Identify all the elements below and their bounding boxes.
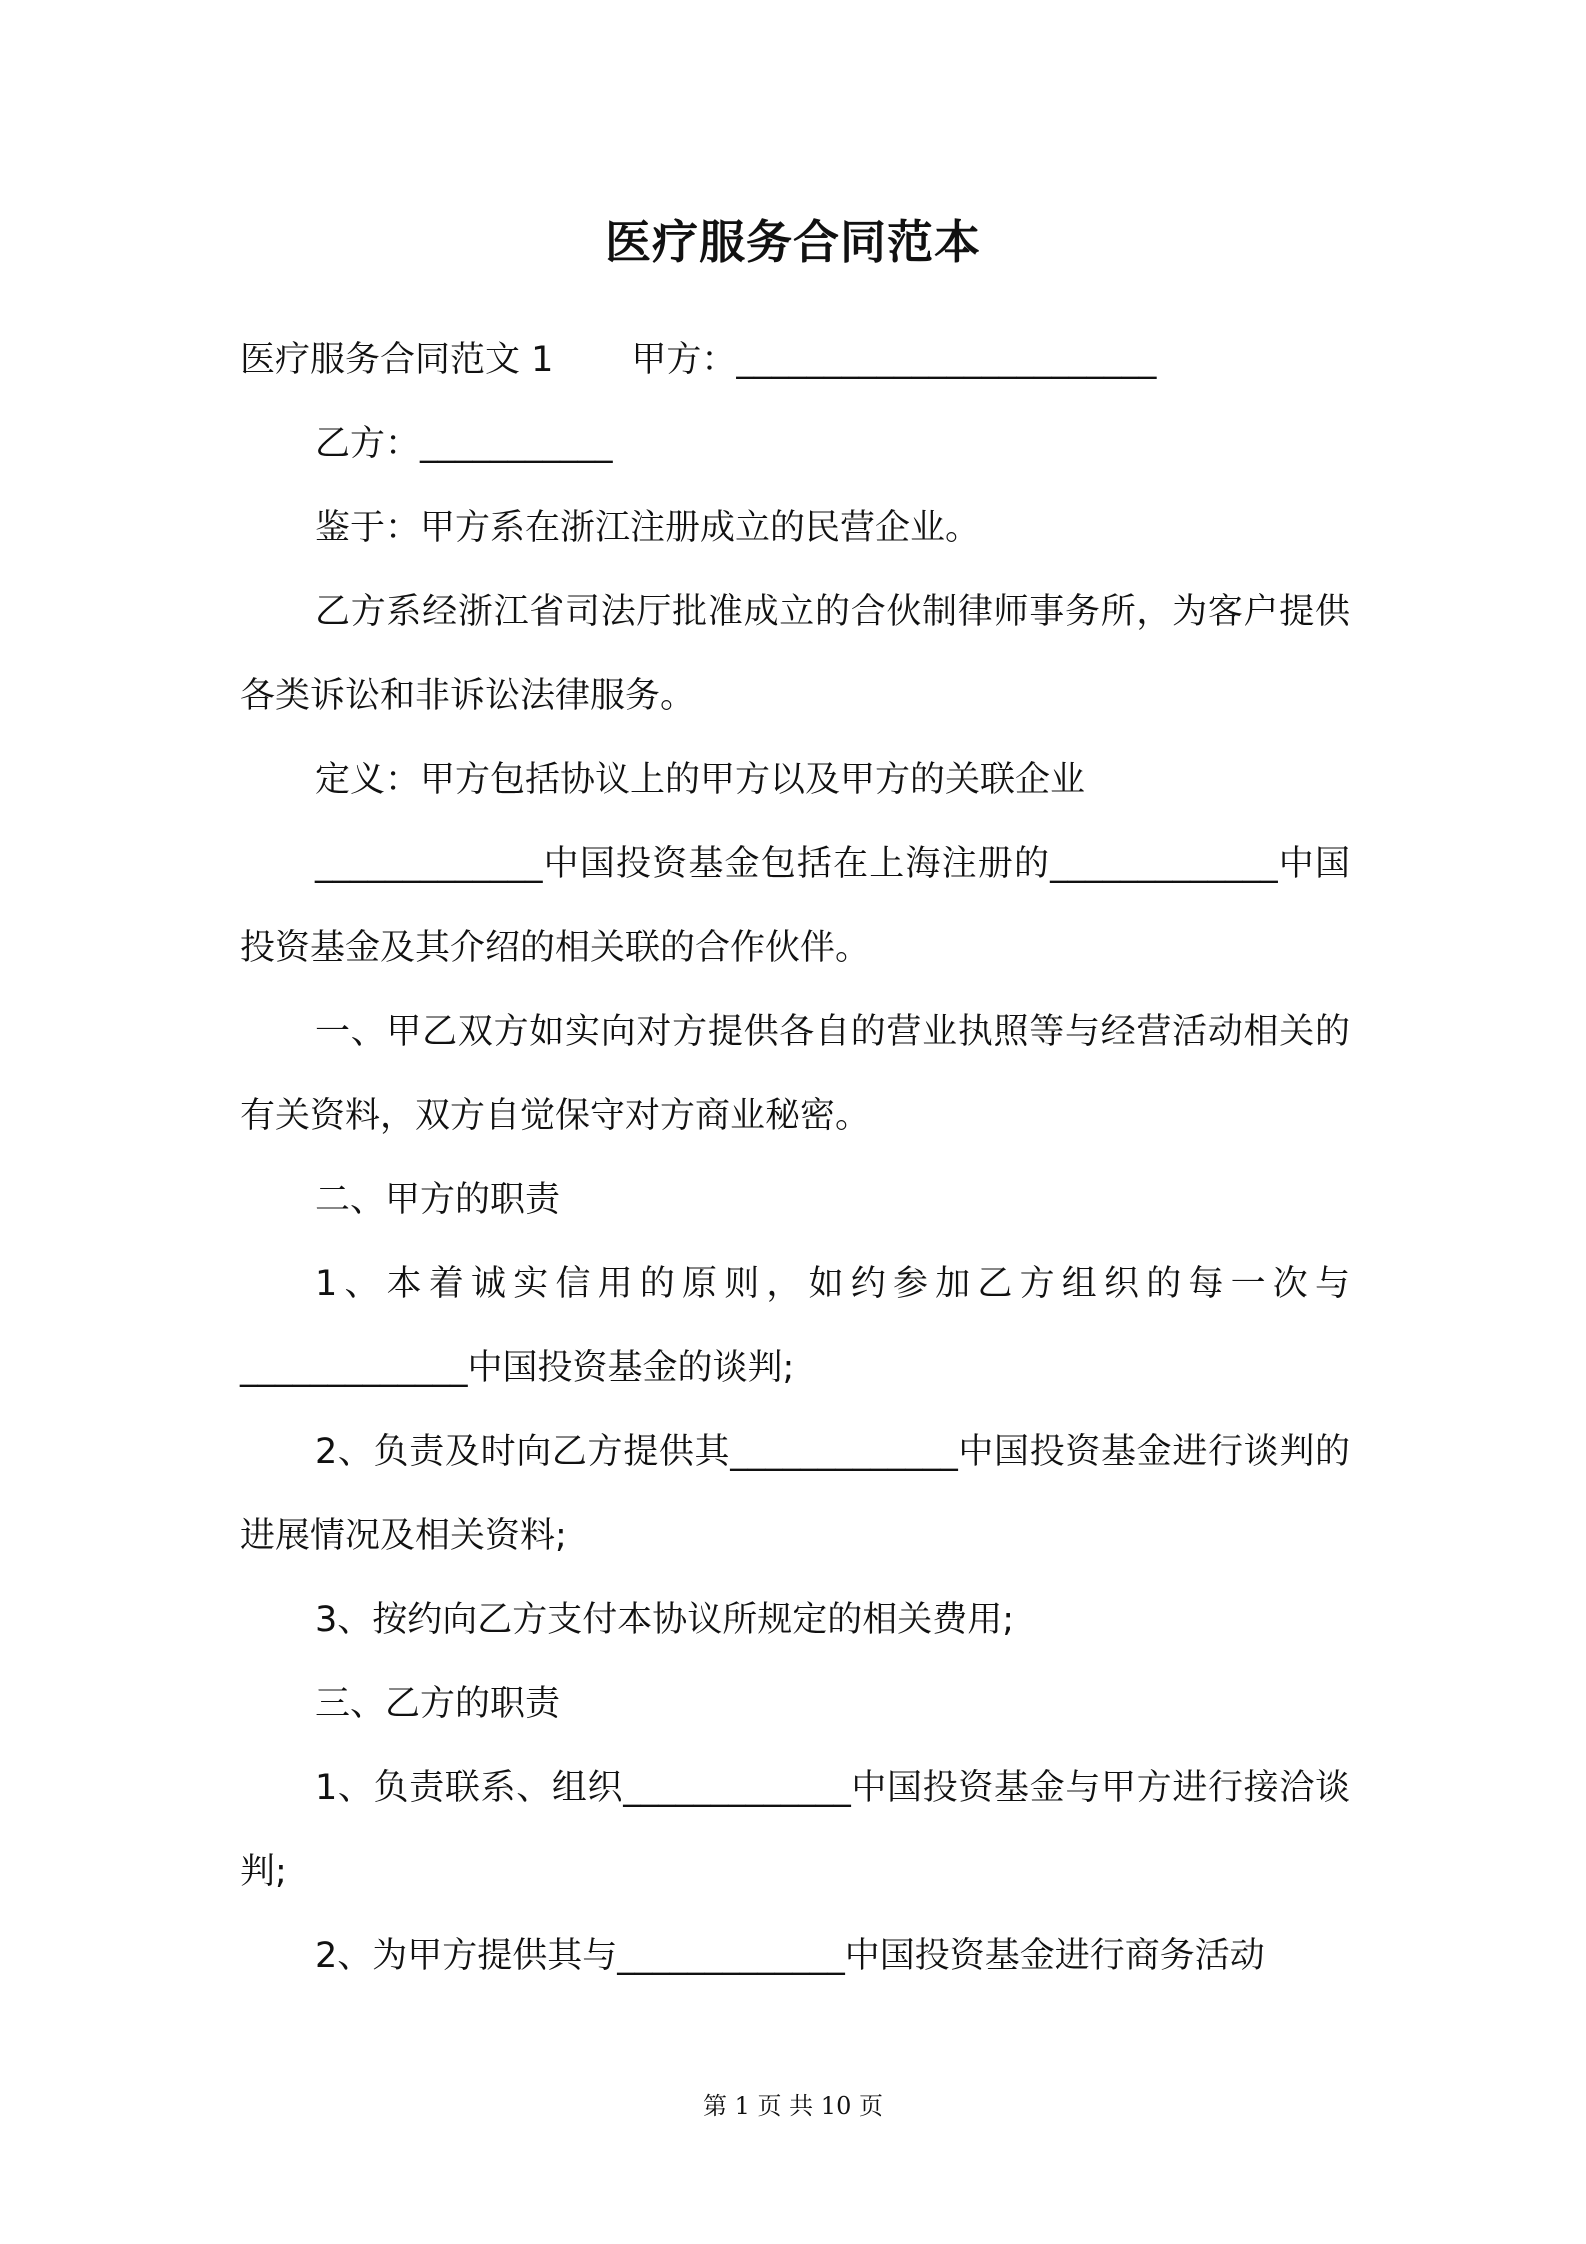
party-a-field: 甲方：________________________	[631, 340, 1157, 380]
paragraph-definition: 定义：甲方包括协议上的甲方以及甲方的关联企业	[315, 760, 1086, 800]
section-heading-party-b-duties: 三、乙方的职责	[315, 1684, 561, 1724]
section-heading-party-a-duties: 二、甲方的职责	[315, 1180, 561, 1220]
paragraph-party-a-duty-1: 1、本着诚实信用的原则，如约参加乙方组织的每一次与_____________中国投资基金的谈判;	[240, 1264, 1350, 1388]
contract-label: 医疗服务合同范文 1	[240, 340, 554, 380]
paragraph-party-b-duty-1: 1、负责联系、组织_____________中国投资基金与甲方进行接洽谈判;	[240, 1768, 1350, 1892]
paragraph-whereas: 鉴于：甲方系在浙江注册成立的民营企业。	[315, 508, 981, 548]
paragraph-clause-1: 一、甲乙双方如实向对方提供各自的营业执照等与经营活动相关的有关资料，双方自觉保守对方商业秘密。	[240, 1012, 1350, 1136]
page-number: 第 1 页 共 10 页	[703, 2092, 883, 2120]
paragraph-party-b-description: 乙方系经浙江省司法厅批准成立的合伙制律师事务所，为客户提供各类诉讼和非诉讼法律服务。	[240, 592, 1350, 716]
paragraph-party-b: 乙方：___________	[315, 424, 613, 464]
paragraph-party-a-duty-2: 2、负责及时向乙方提供其_____________中国投资基金进行谈判的进展情况及相关资料;	[240, 1432, 1350, 1556]
paragraph-party-b-duty-2: 2、为甲方提供其与_____________中国投资基金进行商务活动	[315, 1936, 1265, 1976]
paragraph-party-a-duty-3: 3、按约向乙方支付本协议所规定的相关费用;	[315, 1600, 1015, 1640]
document-body	[240, 318, 1350, 1998]
paragraph-fund-definition: _____________中国投资基金包括在上海注册的_____________中国投资基金及其介绍的相关联的合作伙伴。	[240, 844, 1350, 968]
first-line	[240, 318, 1350, 402]
document-title: 医疗服务合同范本	[605, 215, 981, 269]
